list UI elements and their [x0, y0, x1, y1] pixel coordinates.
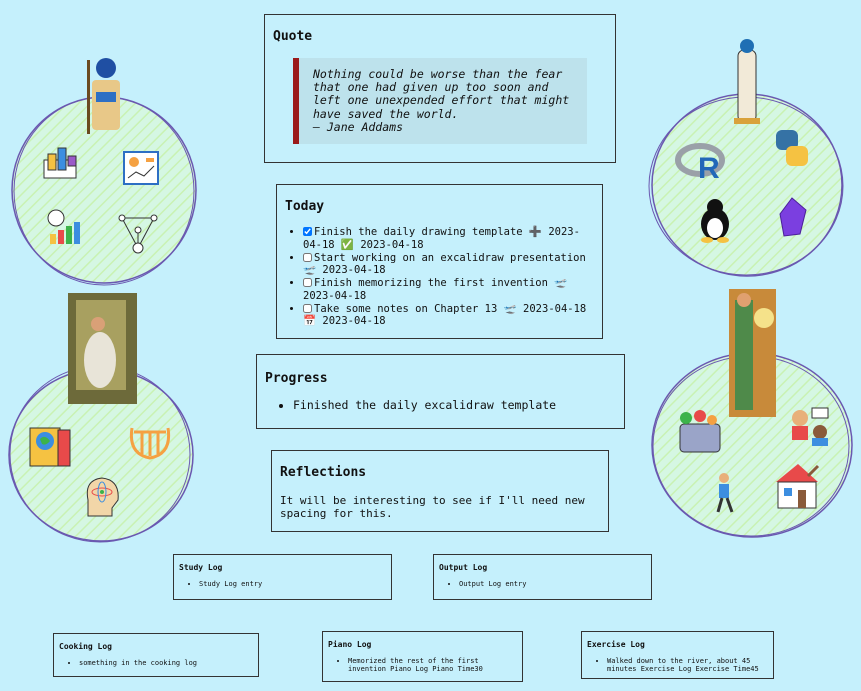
quote-author: – Jane Addams: [313, 119, 404, 134]
task-item: [303, 277, 594, 302]
exercise-log-item: • Walked down to the river, about 45 minutes Exercise Log Exercise Time45: [607, 657, 768, 673]
task-checkbox[interactable]: [303, 278, 312, 287]
output-log-card: [433, 554, 652, 600]
task-item: [303, 226, 594, 251]
goddess-painting-icon: [68, 293, 137, 404]
task-text: Finish the daily drawing template ➕ 2023-04-18 ✅ 2023-04-18: [303, 226, 580, 251]
cooking-log-card: [53, 633, 259, 677]
study-log-title: Study Log: [179, 563, 223, 572]
quote-title: Quote: [273, 29, 313, 44]
quote-card: [264, 14, 616, 163]
output-log-title: Output Log: [439, 563, 488, 572]
exercise-log-title: Exercise Log: [587, 640, 645, 649]
task-item: [303, 303, 594, 328]
today-task-list: [285, 226, 594, 328]
piano-log-item: • Memorized the rest of the first invention Piano Log Piano Time30: [348, 657, 517, 673]
task-checkbox[interactable]: [303, 227, 312, 236]
output-log-item: • Output Log entry: [459, 580, 646, 588]
progress-title: Progress: [265, 371, 328, 386]
study-log-item: • Study Log entry: [199, 580, 386, 588]
progress-item: • Finished the daily excalidraw template: [293, 398, 616, 412]
study-log-card: [173, 554, 392, 600]
cooking-log-item: • something in the cooking log: [79, 659, 253, 667]
task-text: Finish memorizing the first invention 🛫 2023-04-18: [303, 277, 568, 302]
today-card: [276, 184, 603, 339]
reflections-card: [271, 450, 609, 532]
cooking-pot-icon: [680, 410, 720, 452]
today-title: Today: [285, 199, 325, 214]
task-checkbox[interactable]: [303, 304, 312, 313]
books-globe-icon: [30, 428, 70, 466]
quote-text: Nothing could be worse than the fear that one had given up too soon and left one unexpended effort that might have saved the world.: [313, 67, 570, 121]
task-item: [303, 252, 594, 277]
task-text: Start working on an excalidraw presentation 🛫 2023-04-18: [303, 251, 586, 276]
task-checkbox[interactable]: [303, 253, 312, 262]
exercise-log-card: [581, 631, 774, 679]
piano-log-title: Piano Log: [328, 640, 372, 649]
svg-text:R: R: [698, 152, 720, 185]
quote-block: [293, 58, 587, 144]
presentation-chart-icon: [124, 152, 158, 184]
progress-card: [256, 354, 625, 429]
cooking-log-title: Cooking Log: [59, 642, 112, 651]
egyptian-mummy-figure-icon: [734, 39, 760, 124]
reflections-text: It will be interesting to see if I'll need new spacing for this.: [280, 494, 585, 520]
task-text: Take some notes on Chapter 13 🛫 2023-04-18 📅 2023-04-18: [303, 302, 587, 327]
reflections-title: Reflections: [280, 465, 367, 480]
progress-list: [265, 398, 616, 412]
lady-painting-icon: [729, 289, 776, 417]
piano-log-card: [322, 631, 523, 682]
